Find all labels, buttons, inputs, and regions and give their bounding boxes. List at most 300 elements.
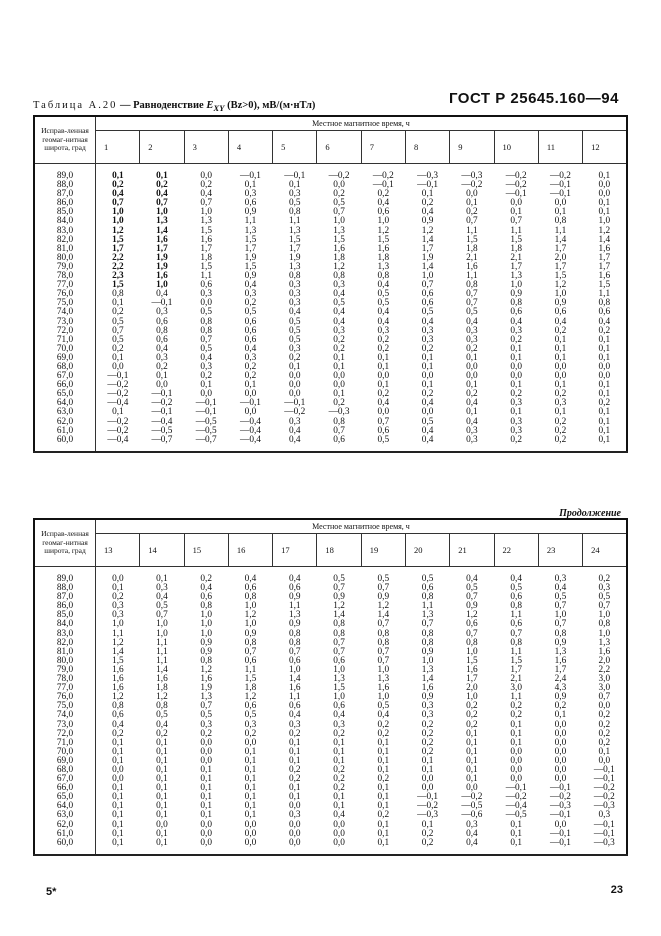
value-cell: 0,5 — [361, 436, 405, 452]
value-cell: 0,1 — [554, 380, 567, 391]
value-cell: 0,5 — [466, 583, 478, 594]
value-cell: 0,0 — [583, 190, 627, 199]
value-cell: 1,1 — [244, 664, 257, 675]
value-cell: —0,4 — [151, 416, 173, 427]
value-cell: 1,1 — [466, 225, 478, 236]
value-cell: 0,6 — [421, 298, 434, 309]
value-cell: 1,0 — [510, 280, 522, 291]
hour-column-header: 2 — [140, 131, 184, 164]
latitude-cell: 62,0 — [34, 821, 96, 830]
latitude-cell: 69,0 — [34, 757, 96, 766]
value-cell: 0,3 — [200, 361, 213, 372]
value-cell: —0,2 — [328, 171, 350, 181]
value-cell: 0,4 — [466, 316, 478, 327]
value-cell: —0,2 — [583, 793, 627, 802]
latitude-cell: 71,0 — [34, 336, 96, 345]
value-cell: —0,5 — [505, 810, 527, 821]
value-cell: 0,7 — [554, 601, 567, 612]
value-cell: 0,1 — [583, 381, 627, 390]
value-cell: 1,6 — [333, 243, 345, 254]
value-cell: 0,2 — [466, 389, 478, 400]
value-cell: 1,0 — [377, 664, 390, 675]
value-cell: 0,0 — [112, 574, 124, 584]
value-cell: 0,7 — [466, 298, 478, 309]
value-cell: 0,1 — [200, 810, 213, 821]
value-cell: 0,0 — [288, 801, 301, 812]
value-cell: 0,8 — [421, 637, 434, 648]
value-cell: 1,8 — [244, 683, 257, 694]
value-cell: 0,1 — [156, 774, 168, 785]
value-cell: 0,5 — [554, 592, 567, 603]
value-cell: 0,2 — [554, 701, 567, 712]
value-cell: —0,2 — [461, 180, 483, 191]
value-cell: 0,2 — [421, 737, 434, 748]
value-cell: 0,8 — [333, 271, 345, 282]
value-cell: 0,8 — [288, 207, 301, 218]
value-cell: 1,3 — [554, 646, 567, 657]
value-cell: 0,1 — [200, 783, 213, 794]
value-cell: 0,2 — [333, 189, 345, 200]
latitude-cell: 75,0 — [34, 299, 96, 308]
value-cell: 0,1 — [554, 352, 567, 363]
value-cell: —0,2 — [107, 380, 129, 391]
value-cell: 0,3 — [466, 819, 478, 830]
caption-symbol: E — [206, 100, 214, 111]
value-cell: 0,2 — [510, 334, 522, 345]
value-cell: —0,3 — [583, 839, 627, 855]
value-cell: 0,1 — [466, 746, 478, 757]
value-cell: 0,1 — [466, 407, 478, 418]
value-cell: —0,1 — [417, 180, 439, 191]
value-cell: 0,1 — [112, 755, 124, 766]
value-cell: 0,3 — [244, 189, 257, 200]
latitude-cell: 63,0 — [34, 811, 96, 820]
value-cell: —0,2 — [107, 416, 129, 427]
value-cell: —0,1 — [505, 783, 527, 794]
latitude-cell: 89,0 — [34, 164, 96, 182]
value-cell: 0,0 — [288, 819, 301, 830]
value-cell: 0,0 — [510, 746, 522, 757]
value-cell: 0,1 — [96, 839, 140, 855]
value-cell: 0,6 — [333, 701, 345, 712]
value-cell: 0,0 — [244, 407, 257, 418]
value-cell: 0,1 — [288, 783, 301, 794]
value-cell: 0,0 — [288, 380, 301, 391]
hour-column-header: 20 — [405, 534, 449, 567]
value-cell: 0,2 — [421, 198, 434, 209]
value-cell: 0,2 — [466, 343, 478, 354]
value-cell: 0,1 — [333, 389, 345, 400]
value-cell: 1,9 — [244, 252, 257, 263]
value-cell: 0,1 — [156, 746, 168, 757]
value-cell: 0,4 — [200, 189, 213, 200]
value-cell: 1,1 — [466, 271, 478, 282]
value-cell: 0,4 — [377, 280, 390, 291]
value-cell: 0,7 — [377, 655, 390, 666]
value-cell: 0,0 — [510, 361, 522, 372]
caption-condition: (Bz>0), мВ/(м·нТл) — [224, 100, 316, 111]
value-cell: 0,3 — [554, 574, 567, 584]
value-cell: 0,4 — [377, 316, 390, 327]
value-cell: 0,1 — [288, 755, 301, 766]
value-cell: 1,1 — [288, 601, 301, 612]
value-cell: 4,3 — [554, 683, 567, 694]
signature-mark: 5* — [46, 886, 57, 898]
value-cell: 0,2 — [421, 343, 434, 354]
value-cell: —0,6 — [461, 810, 483, 821]
value-cell: 1,5 — [554, 271, 567, 282]
value-cell: 1,0 — [112, 207, 124, 218]
value-cell: 0,1 — [377, 755, 390, 766]
value-cell: 0,2 — [466, 719, 478, 730]
value-cell: 0,8 — [288, 637, 301, 648]
value-cell: 0,2 — [377, 334, 390, 345]
value-cell: 1,7 — [421, 243, 434, 254]
value-cell: 0,0 — [554, 764, 567, 775]
value-cell: 0,3 — [510, 325, 522, 336]
value-cell: 1,8 — [200, 252, 213, 263]
value-cell: 0,7 — [112, 198, 124, 209]
value-cell: 0,4 — [421, 398, 434, 409]
value-cell: 0,5 — [421, 574, 434, 584]
value-cell: 0,1 — [288, 180, 301, 191]
value-cell: —0,2 — [107, 389, 129, 400]
value-cell: 0,6 — [466, 619, 478, 630]
value-cell: 1,2 — [421, 225, 434, 236]
value-cell: —0,1 — [549, 180, 571, 191]
value-cell: —0,1 — [240, 171, 261, 181]
value-cell: 0,8 — [156, 701, 168, 712]
value-cell: 0,9 — [377, 592, 390, 603]
value-cell: 0,2 — [288, 764, 301, 775]
value-cell: 0,7 — [466, 628, 478, 639]
value-cell: 0,1 — [244, 764, 257, 775]
value-cell: 1,2 — [554, 280, 567, 291]
value-cell: 0,3 — [421, 710, 434, 721]
hour-column-header: 7 — [361, 131, 405, 164]
value-cell: 0,8 — [421, 628, 434, 639]
value-cell: 0,7 — [466, 216, 478, 227]
value-cell: 1,5 — [466, 234, 478, 245]
value-cell: 0,2 — [538, 436, 582, 452]
value-cell: 0,1 — [377, 828, 390, 839]
value-cell: 0,1 — [140, 839, 184, 855]
value-cell: —0,1 — [372, 180, 394, 191]
value-cell: 0,8 — [466, 637, 478, 648]
value-cell: 1,0 — [288, 664, 301, 675]
value-cell: 1,6 — [377, 683, 390, 694]
value-cell: 0,0 — [554, 755, 567, 766]
value-cell: 1,1 — [288, 692, 301, 703]
value-cell: 0,3 — [288, 416, 301, 427]
value-cell: 0,1 — [583, 748, 627, 757]
value-cell: 0,1 — [112, 746, 124, 757]
value-cell: 0,4 — [450, 839, 494, 855]
value-cell: 0,9 — [288, 592, 301, 603]
value-cell: 0,5 — [466, 307, 478, 318]
value-cell: 0,2 — [244, 728, 257, 739]
latitude-cell: 83,0 — [34, 227, 96, 236]
value-cell: 0,2 — [200, 180, 213, 191]
value-cell: 0,7 — [466, 592, 478, 603]
value-cell: 0,7 — [377, 619, 390, 630]
value-cell: 2,3 — [112, 271, 124, 282]
value-cell: 0,2 — [333, 764, 345, 775]
value-cell: 0,7 — [421, 280, 434, 291]
value-cell: 1,6 — [112, 683, 124, 694]
value-cell: 0,1 — [510, 207, 522, 218]
value-cell: 0,1 — [583, 208, 627, 217]
value-cell: 0,5 — [288, 325, 301, 336]
value-cell: 0,7 — [333, 425, 345, 436]
value-cell: —0,3 — [583, 802, 627, 811]
latitude-cell: 85,0 — [34, 611, 96, 620]
value-cell: 0,4 — [244, 280, 257, 291]
hour-column-header: 11 — [538, 131, 582, 164]
value-cell: 0,7 — [156, 198, 168, 209]
value-cell: 0,8 — [244, 592, 257, 603]
value-cell: 0,0 — [333, 380, 345, 391]
value-cell: 0,5 — [377, 289, 390, 300]
value-cell: 0,1 — [583, 164, 627, 182]
value-cell: 0,5 — [112, 316, 124, 327]
value-cell: 0,1 — [421, 755, 434, 766]
value-cell: 0,9 — [421, 646, 434, 657]
value-cell: 0,8 — [200, 655, 213, 666]
value-cell: 0,0 — [244, 737, 257, 748]
value-cell: 0,1 — [288, 746, 301, 757]
table-row — [34, 164, 627, 182]
latitude-cell: 67,0 — [34, 775, 96, 784]
value-cell: 0,2 — [583, 399, 627, 408]
latitude-cell: 88,0 — [34, 181, 96, 190]
latitude-cell: 80,0 — [34, 657, 96, 666]
latitude-cell: 80,0 — [34, 254, 96, 263]
value-cell: 0,2 — [112, 180, 124, 191]
value-cell: 0,8 — [112, 701, 124, 712]
value-cell: 0,6 — [377, 207, 390, 218]
value-cell: 0,1 — [333, 801, 345, 812]
value-cell: 0,0 — [554, 819, 567, 830]
value-cell: 0,4 — [200, 352, 213, 363]
value-cell: 0,0 — [466, 783, 478, 794]
value-cell: 0,7 — [583, 693, 627, 702]
value-cell: 0,7 — [377, 583, 390, 594]
value-cell: 0,4 — [244, 343, 257, 354]
value-cell: 0,2 — [112, 592, 124, 603]
value-cell: 0,0 — [200, 819, 213, 830]
value-cell: 0,4 — [377, 710, 390, 721]
latitude-cell: 68,0 — [34, 766, 96, 775]
value-cell: —0,1 — [583, 830, 627, 839]
value-cell: 0,3 — [421, 701, 434, 712]
value-cell: 0,2 — [112, 343, 124, 354]
value-cell: 0,5 — [288, 198, 301, 209]
value-cell: 0,2 — [288, 774, 301, 785]
value-cell: 0,7 — [510, 628, 522, 639]
value-cell: 0,0 — [200, 389, 213, 400]
value-cell: 0,1 — [583, 390, 627, 399]
value-cell: 0,0 — [288, 389, 301, 400]
value-cell: 1,1 — [510, 646, 522, 657]
value-cell: 0,1 — [583, 436, 627, 452]
value-cell: 1,5 — [244, 674, 257, 685]
value-cell: 0,7 — [244, 646, 257, 657]
value-cell: 0,1 — [421, 352, 434, 363]
value-cell: 0,3 — [112, 610, 124, 621]
value-cell: 0,0 — [510, 774, 522, 785]
value-cell: 0,2 — [288, 352, 301, 363]
value-cell: 1,5 — [466, 655, 478, 666]
value-cell: 1,4 — [156, 664, 168, 675]
value-cell: 1,0 — [583, 611, 627, 620]
value-cell: 0,2 — [333, 728, 345, 739]
value-cell: 0,3 — [288, 719, 301, 730]
table-row — [34, 436, 627, 452]
value-cell: 1,6 — [377, 243, 390, 254]
value-cell: 0,4 — [510, 574, 522, 584]
value-cell: 0,2 — [333, 334, 345, 345]
value-cell: 1,2 — [112, 225, 124, 236]
value-cell: 0,6 — [554, 307, 567, 318]
value-cell: 0,6 — [288, 701, 301, 712]
value-cell: 0,0 — [333, 180, 345, 191]
value-cell: 1,3 — [200, 216, 213, 227]
value-cell: 0,6 — [510, 307, 522, 318]
value-cell: 0,2 — [333, 398, 345, 409]
value-cell: 0,1 — [377, 764, 390, 775]
value-cell: 0,0 — [200, 298, 213, 309]
latitude-cell: 64,0 — [34, 399, 96, 408]
value-cell: 1,7 — [200, 243, 213, 254]
latitude-cell: 75,0 — [34, 702, 96, 711]
value-cell: 0,1 — [377, 746, 390, 757]
table-caption — [33, 100, 315, 113]
value-cell: 0,4 — [466, 828, 478, 839]
value-cell: 0,1 — [112, 783, 124, 794]
value-cell: 0,2 — [200, 728, 213, 739]
value-cell: —0,3 — [461, 171, 483, 181]
value-cell: 0,4 — [244, 574, 257, 584]
value-cell: 1,5 — [112, 655, 124, 666]
value-cell: 0,4 — [583, 318, 627, 327]
value-cell: 1,3 — [583, 639, 627, 648]
latitude-cell: 78,0 — [34, 272, 96, 281]
value-cell: 1,0 — [333, 216, 345, 227]
value-cell: —0,2 — [372, 171, 394, 181]
value-cell: 0,3 — [288, 343, 301, 354]
hour-column-header: 8 — [405, 131, 449, 164]
value-cell: 0,3 — [244, 352, 257, 363]
value-cell: 0,6 — [244, 316, 257, 327]
value-cell: 0,1 — [554, 343, 567, 354]
value-cell: 1,5 — [333, 683, 345, 694]
value-cell: 0,3 — [554, 398, 567, 409]
value-cell: 1,0 — [200, 628, 213, 639]
value-cell: 0,1 — [510, 407, 522, 418]
hour-column-header: 18 — [317, 534, 361, 567]
value-cell: 1,7 — [583, 263, 627, 272]
value-cell: 2,2 — [112, 252, 124, 263]
value-cell: 1,4 — [288, 674, 301, 685]
value-cell: 0,0 — [421, 783, 434, 794]
value-cell: 1,0 — [554, 610, 567, 621]
value-cell: 0,3 — [288, 289, 301, 300]
value-cell: 0,1 — [333, 792, 345, 803]
value-cell: 1,6 — [466, 261, 478, 272]
value-cell: 0,6 — [510, 619, 522, 630]
value-cell: 1,2 — [583, 227, 627, 236]
latitude-column-header: Исправ-ленная геомаг-нитная широта, град — [34, 519, 96, 567]
value-cell: 1,1 — [510, 692, 522, 703]
value-cell: 0,3 — [200, 719, 213, 730]
value-cell: 0,4 — [156, 189, 168, 200]
value-cell: 0,6 — [244, 334, 257, 345]
value-cell: 0,4 — [405, 436, 449, 452]
value-cell: 0,2 — [244, 361, 257, 372]
time-group-header: Местное магнитное время, ч — [96, 116, 628, 131]
value-cell: 0,3 — [288, 298, 301, 309]
value-cell: 0,2 — [112, 307, 124, 318]
value-cell: 1,4 — [112, 646, 124, 657]
value-cell: 0,1 — [288, 737, 301, 748]
value-cell: 0,1 — [112, 583, 124, 594]
value-cell: 0,4 — [554, 583, 567, 594]
value-cell: 0,9 — [421, 216, 434, 227]
value-cell: 0,1 — [494, 839, 538, 855]
latitude-cell: 86,0 — [34, 602, 96, 611]
value-cell: 0,2 — [377, 343, 390, 354]
latitude-cell: 78,0 — [34, 675, 96, 684]
value-cell: 0,8 — [377, 628, 390, 639]
hour-column-header: 1 — [96, 131, 140, 164]
value-cell: 0,4 — [554, 316, 567, 327]
value-cell: 0,7 — [333, 583, 345, 594]
value-cell: 0,2 — [333, 343, 345, 354]
value-cell: —0,3 — [549, 801, 571, 812]
value-cell: 0,0 — [333, 819, 345, 830]
value-cell: 0,1 — [333, 746, 345, 757]
value-cell: —0,1 — [151, 298, 173, 309]
value-cell: 0,4 — [288, 425, 301, 436]
value-cell: 1,7 — [156, 243, 168, 254]
value-cell: 0,0 — [583, 363, 627, 372]
value-cell: 0,1 — [377, 361, 390, 372]
value-cell: —0,1 — [417, 792, 439, 803]
value-cell: 0,1 — [112, 407, 124, 418]
value-cell: 0,1 — [361, 839, 405, 855]
value-cell: 1,0 — [200, 610, 213, 621]
value-cell: 0,1 — [200, 801, 213, 812]
value-cell: 0,8 — [554, 216, 567, 227]
value-cell: 1,7 — [112, 243, 124, 254]
value-cell: —0,4 — [240, 416, 261, 427]
value-cell: 0,4 — [421, 207, 434, 218]
value-cell: 0,0 — [583, 702, 627, 711]
value-cell: 0,0 — [421, 407, 434, 418]
value-cell: 1,3 — [421, 610, 434, 621]
value-cell: 0,8 — [377, 637, 390, 648]
value-cell: 0,4 — [377, 307, 390, 318]
value-cell: 0,1 — [156, 828, 168, 839]
value-cell: 1,0 — [244, 601, 257, 612]
value-cell: 1,0 — [466, 692, 478, 703]
value-cell: 0,4 — [333, 307, 345, 318]
hour-column-header: 10 — [494, 131, 538, 164]
continuation-label: Продолжение — [559, 508, 621, 519]
value-cell: 1,9 — [156, 252, 168, 263]
value-cell: 2,4 — [554, 674, 567, 685]
